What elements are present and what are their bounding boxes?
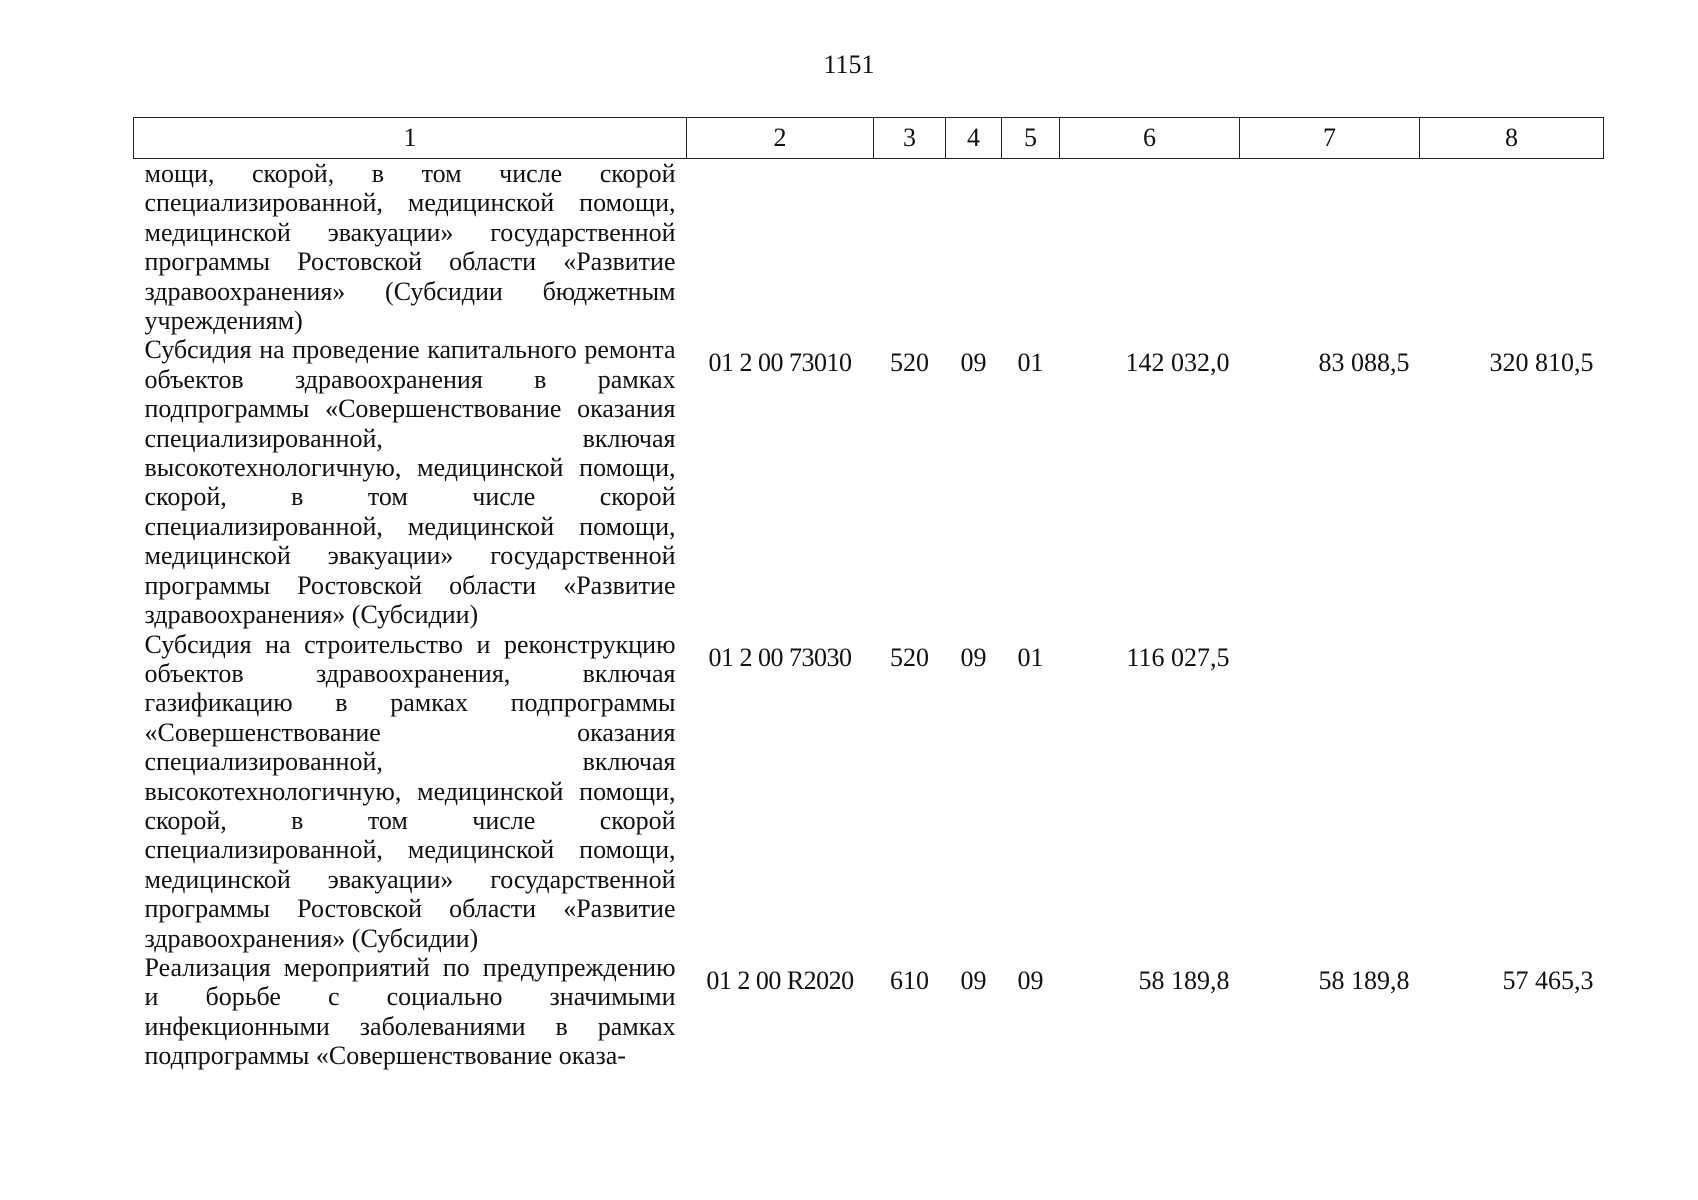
expense-type-code [874, 159, 946, 336]
subsection-code: 09 [1017, 965, 1044, 995]
column-header: 7 [1240, 118, 1420, 159]
table-row [134, 335, 1604, 629]
target-article-code [687, 159, 874, 336]
amount-col-6 [1060, 159, 1240, 336]
section-code: 09 [960, 642, 987, 672]
table-row [134, 953, 1604, 1071]
expense-type-code: 520 [890, 642, 929, 672]
row-description: Субсидия на строительство и реконструкцию объектов здравоохранения, включая газификацию в рамках подпрограммы «Совершенствование оказания специализированной, включая высокотехнологичную, медицинской помощи, скорой, в том числе скорой специализированной, медицинской помощи, медицинской эвакуации» государственной программы Ростовской области «Развитие здравоохранения» (Субсидии) [144, 629, 676, 953]
column-header: 2 [687, 118, 874, 159]
column-header: 8 [1420, 118, 1604, 159]
amount-col-7 [1240, 630, 1420, 953]
amount-col-6: 116 027,5 [1126, 642, 1230, 672]
row-description: мощи, скорой, в том числе скорой специализированной, медицинской помощи, медицинской эвакуации» государственной программы Ростовской области «Развитие здравоохранения» (Субсидии бюджетным учреждениям) [144, 159, 676, 336]
section-code [946, 159, 1002, 336]
table-row [134, 159, 1604, 336]
target-article-code: 01 2 00 73010 [708, 348, 852, 378]
column-header: 1 [134, 118, 687, 159]
target-article-code: 01 2 00 R2020 [706, 965, 854, 995]
amount-col-8: 57 465,3 [1502, 965, 1594, 995]
subsection-code: 01 [1017, 348, 1044, 378]
budget-table [133, 117, 1604, 1071]
column-header: 3 [874, 118, 946, 159]
column-header: 6 [1060, 118, 1240, 159]
section-code: 09 [960, 348, 987, 378]
row-description: Реализация мероприятий по предупреждению и борьбе с социально значимыми инфекционными заболеваниями в рамках подпрограммы «Совершенствование оказа- [144, 952, 676, 1071]
amount-col-8: 320 810,5 [1489, 348, 1594, 378]
amount-col-6: 142 032,0 [1125, 348, 1230, 378]
amount-col-8 [1420, 630, 1604, 953]
table-row [134, 630, 1604, 953]
section-code: 09 [960, 965, 987, 995]
target-article-code: 01 2 00 73030 [708, 642, 852, 672]
amount-col-7: 83 088,5 [1318, 348, 1410, 378]
row-description: Субсидия на проведение капитального ремонта объектов здравоохранения в рамках подпрограммы «Совершенствование оказания специализированной, включая высокотехнологичную, медицинской помощи, скорой, в том числе скорой специализированной, медицинской помощи, медицинской эвакуации» государственной программы Ростовской области «Развитие здравоохранения» (Субсидии) [144, 335, 676, 630]
expense-type-code: 610 [890, 965, 929, 995]
subsection-code [1002, 159, 1060, 336]
table-header-row [134, 118, 1604, 159]
amount-col-6: 58 189,8 [1138, 965, 1230, 995]
page-number: 1151 [823, 50, 875, 79]
amount-col-8 [1420, 159, 1604, 336]
expense-type-code: 520 [890, 348, 929, 378]
amount-col-7 [1240, 159, 1420, 336]
amount-col-7: 58 189,8 [1318, 965, 1410, 995]
column-header: 4 [946, 118, 1002, 159]
subsection-code: 01 [1017, 642, 1044, 672]
column-header: 5 [1002, 118, 1060, 159]
